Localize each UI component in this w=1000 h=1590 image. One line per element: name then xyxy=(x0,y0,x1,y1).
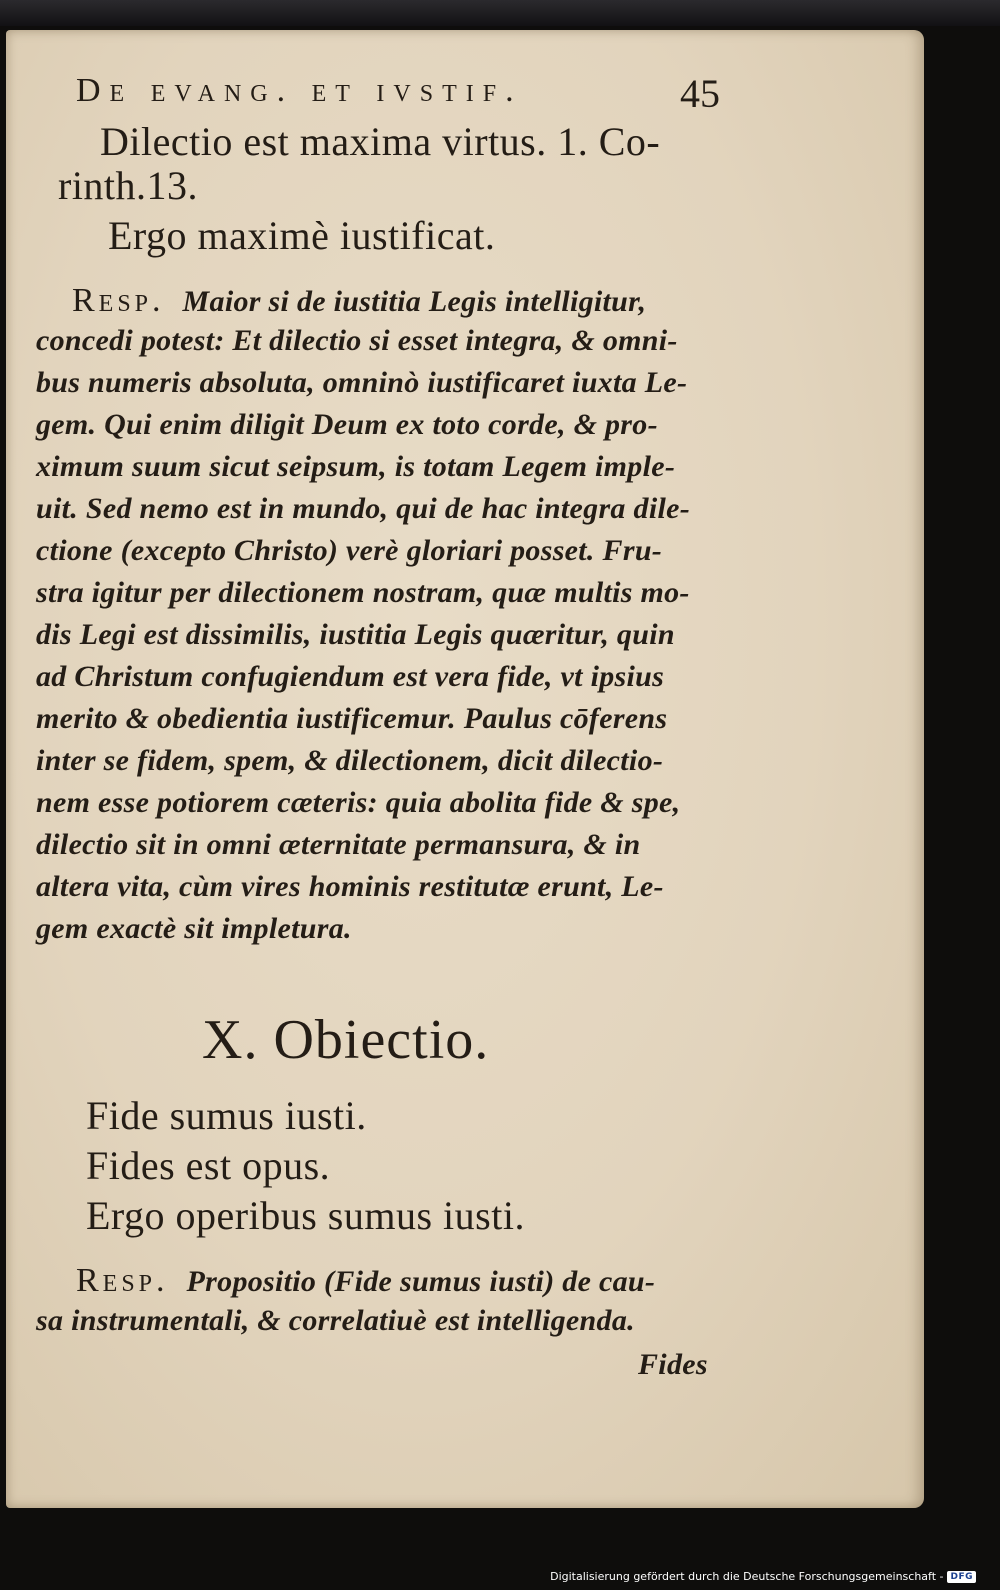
response2-line: sa instrumentali, & correlatiuè est intelligenda. xyxy=(36,1304,635,1337)
syllogism2-line: Fide sumus iusti. xyxy=(86,1093,367,1138)
digitization-footer xyxy=(550,1570,976,1583)
response1-line: ximum suum sicut seipsum, is totam Legem imple- xyxy=(36,450,676,483)
response-label: Resp. xyxy=(76,1262,169,1299)
response1-line: ctione (excepto Christo) verè gloriari posset. Fru- xyxy=(36,534,663,567)
response1-line: stra igitur per dilectionem nostram, quæ multis mo- xyxy=(36,576,690,609)
response1-line: ad Christum confugiendum est vera fide, vt ipsius xyxy=(36,660,665,693)
response1-line: altera vita, cùm vires hominis restitutæ erunt, Le- xyxy=(36,870,664,903)
syllogism1-line: Ergo maximè iustificat. xyxy=(108,213,496,258)
response2-line: Propositio (Fide sumus iusti) de cau- xyxy=(186,1265,656,1298)
syllogism2-line: Fides est opus. xyxy=(86,1143,331,1188)
response1-line: gem exactè sit impletura. xyxy=(36,912,352,945)
response1-line: dis Legi est dissimilis, iustitia Legis quæritur, quin xyxy=(36,618,675,651)
scan-top-strip xyxy=(0,0,1000,26)
running-title: De evang. et ivstif. xyxy=(76,72,523,109)
response1-line: merito & obedientia iustificemur. Paulus cōferens xyxy=(36,702,668,735)
response1-line: Maior si de iustitia Legis intelligitur, xyxy=(182,285,647,318)
dfg-logo-icon: DFG xyxy=(947,1571,976,1583)
response-label: Resp. xyxy=(72,282,165,319)
response2-first-line xyxy=(76,1264,655,1298)
footer-text: Digitalisierung gefördert durch die Deutsche Forschungsgemeinschaft - xyxy=(550,1570,944,1583)
response1-first-line xyxy=(72,284,646,318)
page-number: 45 xyxy=(680,71,720,116)
response1-line: bus numeris absoluta, omninò iustificaret iuxta Le- xyxy=(36,366,688,399)
syllogism1-line: Dilectio est maxima virtus. 1. Co- xyxy=(100,119,661,164)
book-page xyxy=(6,30,924,1508)
response1-line: gem. Qui enim diligit Deum ex toto corde, & pro- xyxy=(36,408,658,441)
syllogism1-line: rinth.13. xyxy=(58,163,199,208)
response1-line: dilectio sit in omni æternitate permansura, & in xyxy=(36,828,641,861)
response1-line: inter se fidem, spem, & dilectionem, dicit dilectio- xyxy=(36,744,664,777)
response1-line: concedi potest: Et dilectio si esset integra, & omni- xyxy=(36,324,678,357)
response1-line: uit. Sed nemo est in mundo, qui de hac integra dile- xyxy=(36,492,690,525)
catchword: Fides xyxy=(638,1348,708,1381)
syllogism2-line: Ergo operibus sumus iusti. xyxy=(86,1193,525,1238)
response1-line: nem esse potiorem cæteris: quia abolita fide & spe, xyxy=(36,786,681,819)
section-heading: X. Obiectio. xyxy=(202,1009,490,1071)
